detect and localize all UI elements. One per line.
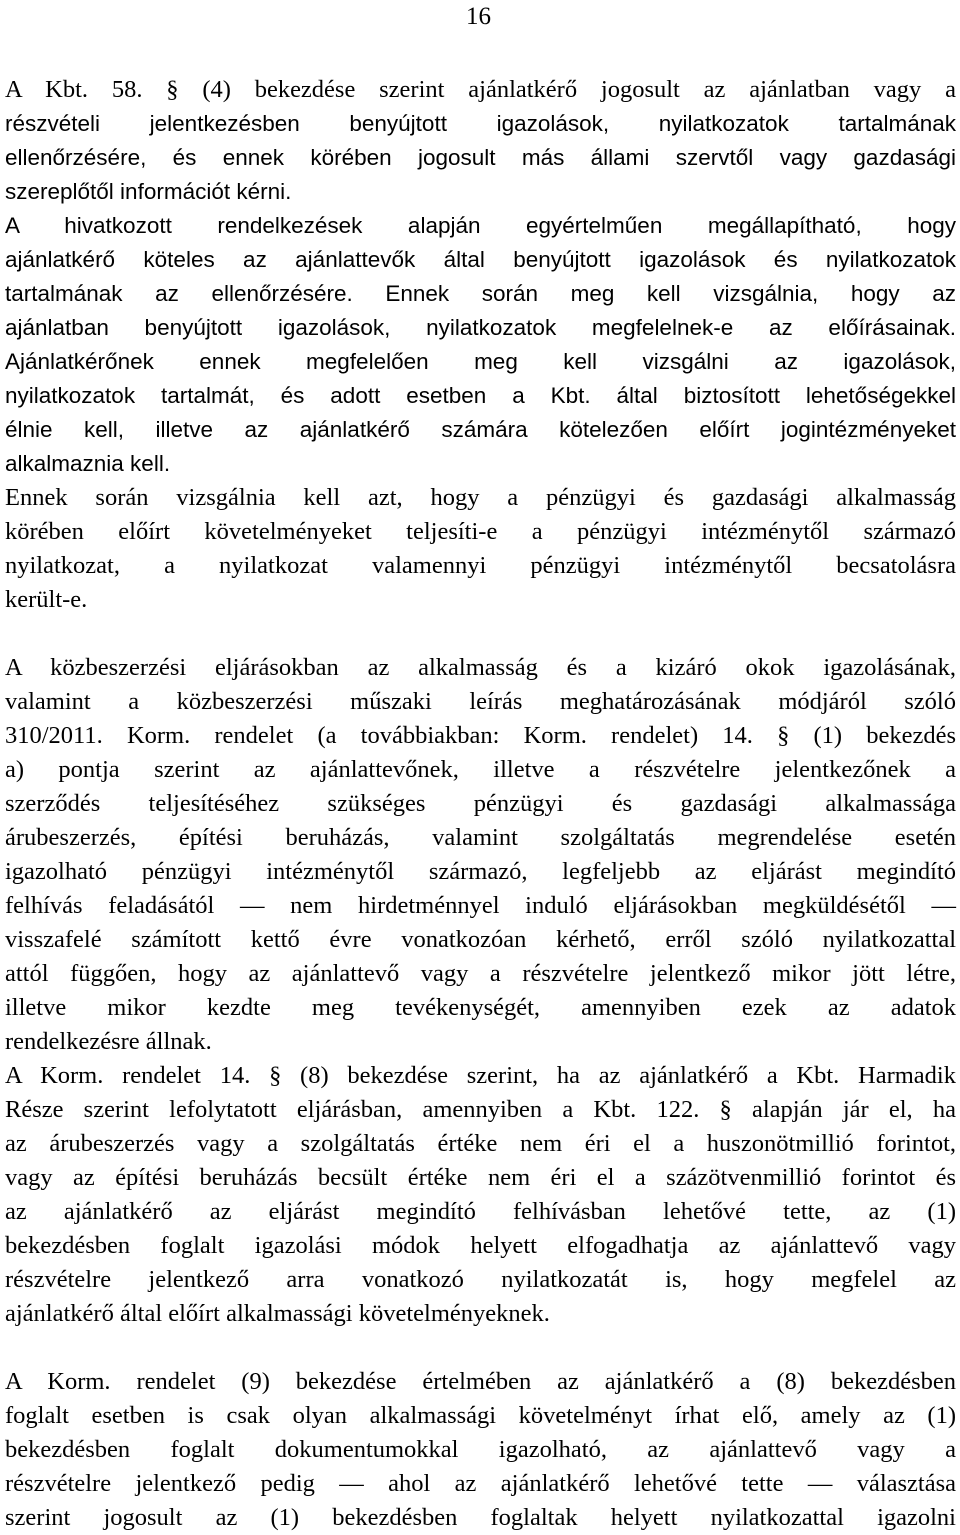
text-line: rendelkezésre állnak. <box>5 1028 212 1055</box>
page-number: 16 <box>466 3 491 30</box>
text-line: élnie kell, illetve az ajánlatkérő számára kötelezően előírt jogintézményeket <box>5 417 956 442</box>
text-line: visszafelé számított kettő évre vonatkozóan kérhető, erről szóló nyilatkozattal <box>5 926 956 953</box>
text-line: került-e. <box>5 586 88 613</box>
text-line: 310/2011. Korm. rendelet (a továbbiakban: Korm. rendelet) 14. § (1) bekezdés <box>5 722 956 749</box>
text-line: részvételre jelentkező pedig — ahol az ajánlatkérő lehetővé tette — választása <box>5 1470 956 1497</box>
text-line: illetve mikor kezdte meg tevékenységét, amennyiben ezek az adatok <box>5 994 956 1021</box>
text-line: körében előírt követelményeket teljesíti-e a pénzügyi intézménytől származó <box>5 518 956 545</box>
text-line: Ajánlatkérőnek ennek megfelelően meg kell vizsgálni az igazolások, <box>5 349 956 374</box>
text-line: ajánlatkérő köteles az ajánlattevők által benyújtott igazolások és nyilatkozatok <box>5 247 956 272</box>
document-body <box>5 73 956 1535</box>
text-line: igazolható pénzügyi intézménytől származó, legfeljebb az eljárást megindító <box>5 858 956 885</box>
text-line: szereplőtől információt kérni. <box>5 179 292 204</box>
text-line: A közbeszerzési eljárásokban az alkalmasság és a kizáró okok igazolásának, <box>5 654 956 681</box>
text-line: az ajánlatkérő az eljárást megindító felhívásban lehetővé tette, az (1) <box>5 1198 956 1225</box>
paragraph-gap <box>5 617 956 651</box>
text-line: A Kbt. 58. § (4) bekezdése szerint ajánlatkérő jogosult az ajánlatban vagy a <box>5 76 956 103</box>
paragraph <box>5 1365 956 1535</box>
text-line: nyilatkozat, a nyilatkozat valamennyi pénzügyi intézménytől becsatolásra <box>5 552 956 579</box>
text-line: az árubeszerzés vagy a szolgáltatás értéke nem éri el a huszonötmillió forintot, <box>5 1130 956 1157</box>
text-line: részvételi jelentkezésben benyújtott igazolások, nyilatkozatok tartalmának <box>5 111 956 136</box>
text-line: felhívás feladásától — nem hirdetménnyel induló eljárásokban megküldésétől — <box>5 892 956 919</box>
paragraph-gap <box>5 1331 956 1365</box>
text-line: valamint a közbeszerzési műszaki leírás meghatározásának módjáról szóló <box>5 688 956 715</box>
text-line: A hivatkozott rendelkezések alapján egyértelműen megállapítható, hogy <box>5 213 956 238</box>
text-line: foglalt esetben is csak olyan alkalmassági követelményt írhat elő, amely az (1) <box>5 1402 956 1429</box>
text-line: ajánlatban benyújtott igazolások, nyilatkozatok megfelelnek-e az előírásainak. <box>5 315 956 340</box>
text-line: bekezdésben foglalt igazolási módok helyett elfogadhatja az ajánlattevő vagy <box>5 1232 956 1259</box>
text-line: árubeszerzés, építési beruházás, valamint szolgáltatás megrendelése esetén <box>5 824 956 851</box>
text-line: szerződés teljesítéséhez szükséges pénzügyi és gazdasági alkalmassága <box>5 790 956 817</box>
text-line: vagy az építési beruházás becsült értéke nem éri el a százötvenmillió forintot és <box>5 1164 956 1191</box>
text-line: a) pontja szerint az ajánlattevőnek, illetve a részvételre jelentkezőnek a <box>5 756 956 783</box>
text-line: tartalmának az ellenőrzésére. Ennek során meg kell vizsgálnia, hogy az <box>5 281 956 306</box>
text-line: ellenőrzésére, és ennek körében jogosult más állami szervtől vagy gazdasági <box>5 145 956 170</box>
text-line: szerint jogosult az (1) bekezdésben foglaltak helyett nyilatkozattal igazolni <box>5 1504 956 1531</box>
text-line: Része szerint lefolytatott eljárásban, amennyiben a Kbt. 122. § alapján jár el, ha <box>5 1096 956 1123</box>
paragraph <box>5 651 956 1331</box>
text-line: részvételre jelentkező arra vonatkozó nyilatkozatát is, hogy megfelel az <box>5 1266 956 1293</box>
text-line: A Korm. rendelet (9) bekezdése értelmében az ajánlatkérő a (8) bekezdésben <box>5 1368 956 1395</box>
text-line: Ennek során vizsgálnia kell azt, hogy a pénzügyi és gazdasági alkalmasság <box>5 484 956 511</box>
text-line: ajánlatkérő által előírt alkalmassági követelményeknek. <box>5 1300 550 1327</box>
text-line: attól függően, hogy az ajánlattevő vagy a részvételre jelentkező mikor jött létre, <box>5 960 956 987</box>
text-line: bekezdésben foglalt dokumentumokkal igazolható, az ajánlattevő vagy a <box>5 1436 956 1463</box>
text-line: nyilatkozatok tartalmát, és adott esetben a Kbt. által biztosított lehetőségekkel <box>5 383 956 408</box>
text-line: alkalmaznia kell. <box>5 451 171 476</box>
paragraph <box>5 73 956 617</box>
text-line: A Korm. rendelet 14. § (8) bekezdése szerint, ha az ajánlatkérő a Kbt. Harmadik <box>5 1062 956 1089</box>
